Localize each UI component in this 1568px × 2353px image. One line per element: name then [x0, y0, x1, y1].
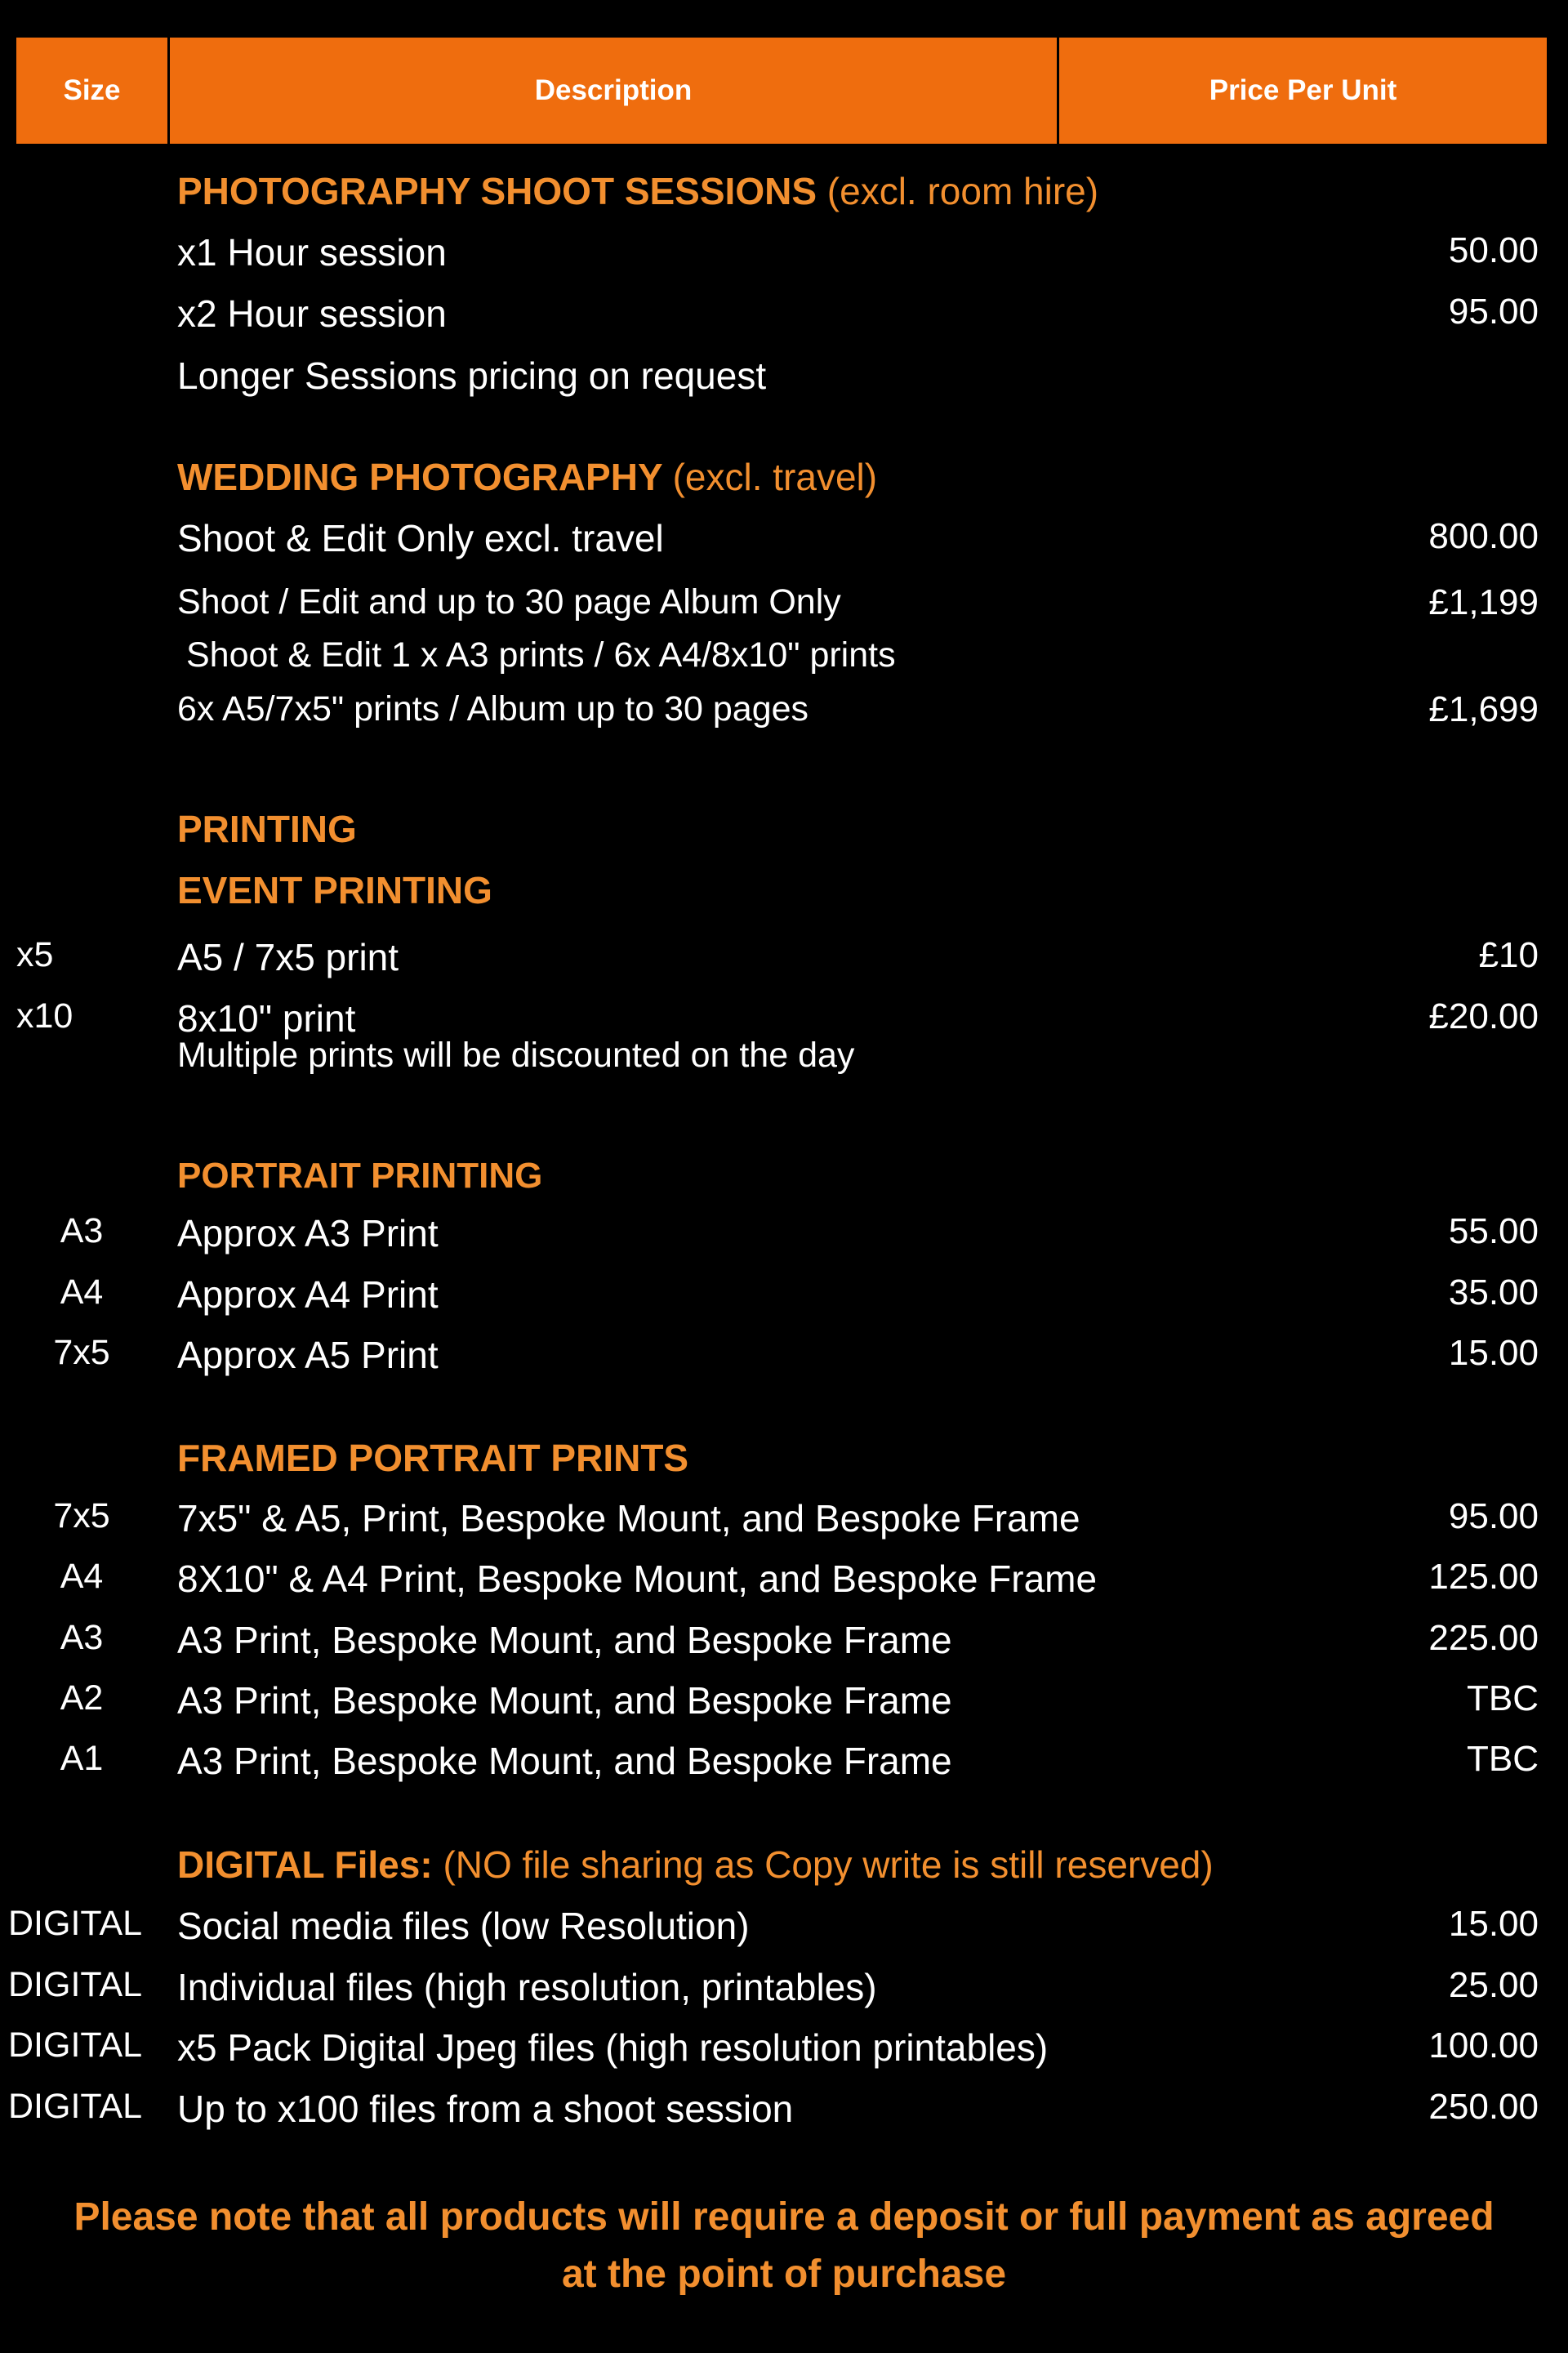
section-title-printing: PRINTING	[177, 808, 357, 850]
section-note: (excl. room hire)	[826, 170, 1099, 212]
list-item: DIGITAL Up to x100 files from a shoot session 250.00	[8, 2087, 1539, 2130]
header-description: Description	[170, 38, 1059, 144]
list-item: Shoot / Edit and up to 30 page Album Only £1,199	[177, 582, 1539, 622]
list-item: 7x5 7x5" & A5, Print, Bespoke Mount, and Bespoke Frame 95.00	[53, 1496, 1539, 1540]
list-item: x2 Hour session 95.00	[177, 292, 1539, 335]
list-item: x5 A5 / 7x5 print £10	[16, 935, 1539, 978]
header-price: Price Per Unit	[1209, 74, 1397, 106]
section-title-portrait: PORTRAIT PRINTING	[177, 1156, 543, 1196]
list-item: Shoot & Edit Only excl. travel 800.00	[177, 516, 1539, 559]
list-item: A1 A3 Print, Bespoke Mount, and Bespoke Frame TBC	[60, 1739, 1539, 1782]
list-item: 7x5 Approx A5 Print 15.00	[53, 1333, 1539, 1376]
list-item: 6x A5/7x5" prints / Album up to 30 pages £1,699	[177, 689, 1539, 729]
list-item: DIGITAL Individual files (high resolution, printables) 25.00	[8, 1965, 1539, 2008]
table-header	[16, 38, 1547, 144]
list-item: A2 A3 Print, Bespoke Mount, and Bespoke Frame TBC	[60, 1678, 1539, 1722]
section-title-framed: FRAMED PORTRAIT PRINTS	[177, 1437, 689, 1479]
list-item: Longer Sessions pricing on request	[177, 354, 767, 397]
list-item: Shoot & Edit 1 x A3 prints / 6x A4/8x10" prints	[186, 635, 896, 675]
list-item: A3 Approx A3 Print 55.00	[60, 1211, 1539, 1254]
list-item: x1 Hour session 50.00	[177, 230, 1539, 274]
printing-note: Multiple prints will be discounted on the day	[177, 1036, 855, 1075]
list-item: DIGITAL x5 Pack Digital Jpeg files (high resolution printables) 100.00	[8, 2025, 1539, 2069]
list-item: A4 Approx A4 Print 35.00	[60, 1272, 1539, 1316]
list-item: DIGITAL Social media files (low Resolution) 15.00	[8, 1904, 1539, 1947]
header-size: Size	[16, 38, 170, 144]
section-title-digital: DIGITAL Files: (NO file sharing as Copy write is still reserved)	[177, 1843, 1214, 1886]
deposit-note: Please note that all products will require a deposit or full payment as agreed at the point of purchase	[74, 2195, 1494, 2296]
section-note: (excl. travel)	[672, 456, 878, 498]
section-note: (NO file sharing as Copy write is still reserved)	[443, 1843, 1214, 1886]
section-title-wedding: WEDDING PHOTOGRAPHY (excl. travel)	[177, 456, 878, 498]
list-item: A3 A3 Print, Bespoke Mount, and Bespoke Frame 225.00	[60, 1618, 1539, 1661]
list-item: x10 8x10" print £20.00	[16, 996, 1539, 1040]
section-title-sessions: PHOTOGRAPHY SHOOT SESSIONS (excl. room hire)	[177, 170, 1099, 212]
section-title-event-printing: EVENT PRINTING	[177, 869, 492, 911]
list-item: A4 8X10" & A4 Print, Bespoke Mount, and Bespoke Frame 125.00	[60, 1557, 1539, 1600]
